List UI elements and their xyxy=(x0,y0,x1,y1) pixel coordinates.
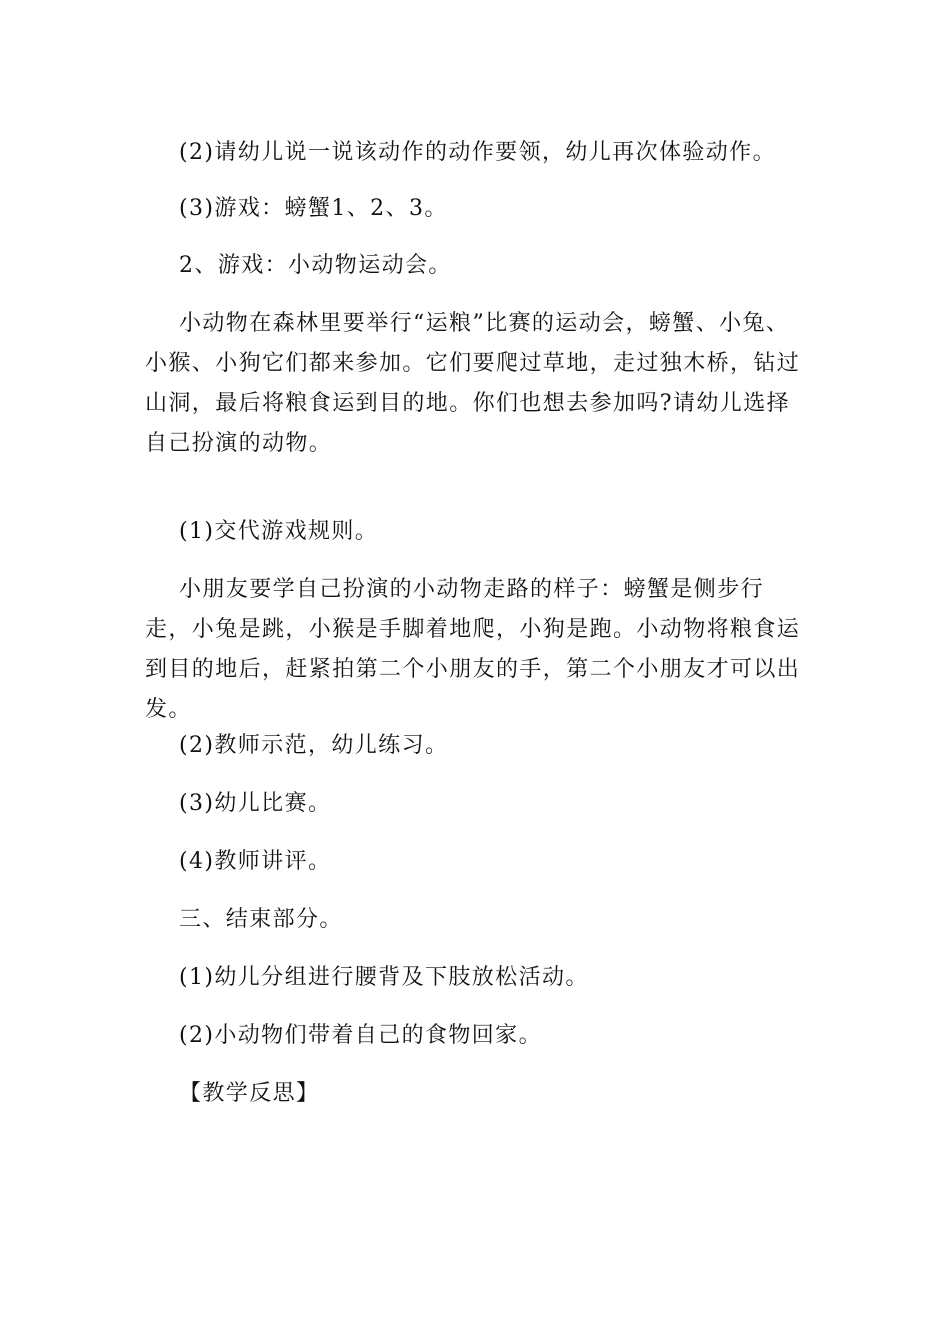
paragraph-closing-section: 三、结束部分。 xyxy=(179,907,343,932)
paragraph-teacher-review: (4)教师讲评。 xyxy=(179,849,332,874)
paragraph-teacher-demo: (2)教师示范，幼儿练习。 xyxy=(179,733,449,758)
paragraph-children-compete: (3)幼儿比赛。 xyxy=(179,791,332,816)
paragraph-game-rules: 小朋友要学自己扮演的小动物走路的样子：螃蟹是侧步行走，小兔是跳，小猴是手脚着地爬，小狗是跑。小动物将粮食运到目的地后，赶紧拍第二个小朋友的手，第二个小朋友才可以出发。 xyxy=(145,577,801,722)
paragraph-step-3-crab-game: (3)游戏：螃蟹1、2、3。 xyxy=(179,196,448,221)
paragraph-go-home: (2)小动物们带着自己的食物回家。 xyxy=(179,1023,542,1048)
paragraph-teaching-reflection: 【教学反思】 xyxy=(179,1081,320,1106)
paragraph-relax-activity: (1)幼儿分组进行腰背及下肢放松活动。 xyxy=(179,965,589,990)
paragraph-game-animal-sports: 2、游戏：小动物运动会。 xyxy=(179,253,452,278)
paragraph-game-rules-heading: (1)交代游戏规则。 xyxy=(179,519,379,544)
paragraph-game-story: 小动物在森林里要举行“运粮”比赛的运动会，螃蟹、小兔、小猴、小狗它们都来参加。它们要爬过草地，走过独木桥，钻过山洞，最后将粮食运到目的地。你们也想去参加吗?请幼儿选择自己扮演的动物。 xyxy=(145,311,801,456)
paragraph-step-2-explain: (2)请幼儿说一说该动作的动作要领，幼儿再次体验动作。 xyxy=(179,140,776,165)
